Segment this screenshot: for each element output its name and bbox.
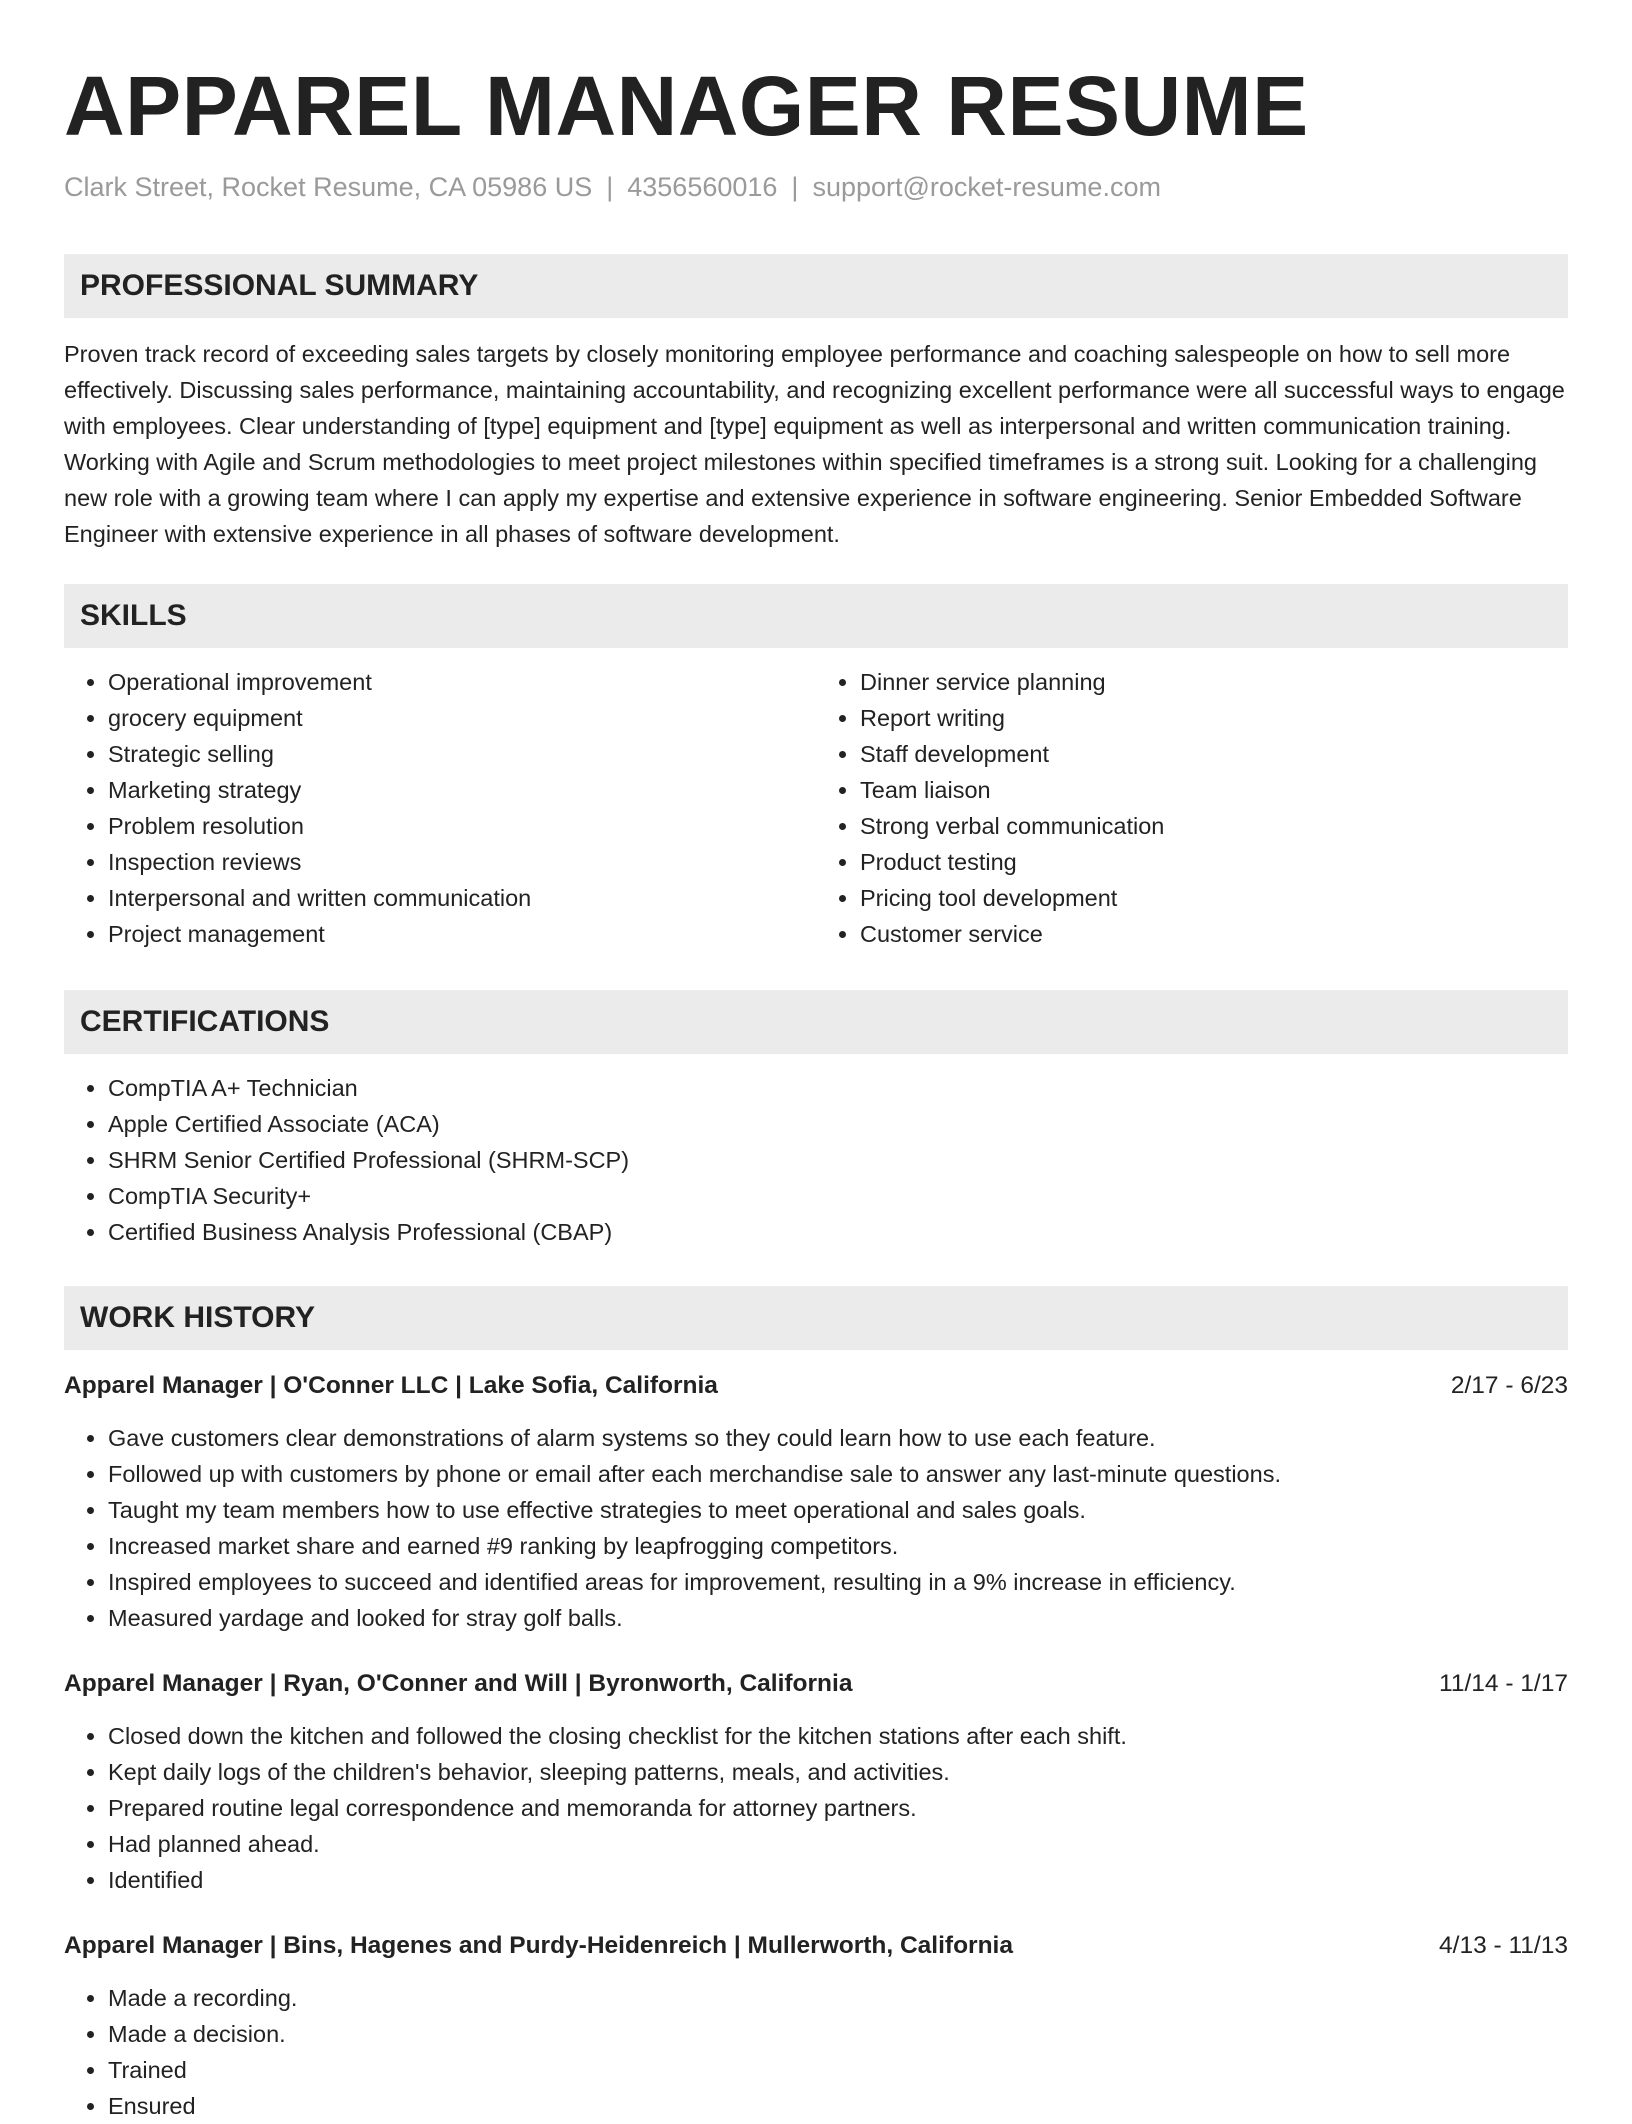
- skills-list-right: [816, 664, 1568, 952]
- job-entry: [64, 1368, 1568, 1636]
- skill-item: • Marketing strategy: [108, 772, 816, 808]
- job-bullets: [64, 1718, 1568, 1898]
- work-history-heading: WORK HISTORY: [64, 1286, 1568, 1350]
- skills-heading: SKILLS: [64, 584, 1568, 648]
- certification-item: • Certified Business Analysis Professional (CBAP): [108, 1214, 1568, 1250]
- job-bullet: • Identified: [108, 1862, 1568, 1898]
- skill-item: • Dinner service planning: [860, 664, 1568, 700]
- job-entry: [64, 1666, 1568, 1898]
- contact-phone: 4356560016: [627, 172, 778, 202]
- job-bullet: • Trained: [108, 2052, 1568, 2088]
- job-bullet: • Gave customers clear demonstrations of alarm systems so they could learn how to use each feature.: [108, 1420, 1568, 1456]
- skill-item: • Report writing: [860, 700, 1568, 736]
- job-title: Apparel Manager | Bins, Hagenes and Purdy-Heidenreich | Mullerworth, California: [64, 1932, 1013, 1959]
- skill-item: • Strategic selling: [108, 736, 816, 772]
- certifications-heading: CERTIFICATIONS: [64, 990, 1568, 1054]
- skill-item: • Strong verbal communication: [860, 808, 1568, 844]
- skill-item: • grocery equipment: [108, 700, 816, 736]
- certifications-list: [64, 1070, 1568, 1250]
- job-bullet: • Taught my team members how to use effective strategies to meet operational and sales goals.: [108, 1492, 1568, 1528]
- certification-item: • CompTIA A+ Technician: [108, 1070, 1568, 1106]
- job-dates: 2/17 - 6/23: [1450, 1372, 1568, 1399]
- certification-item: • CompTIA Security+: [108, 1178, 1568, 1214]
- job-bullets: [64, 1980, 1568, 2124]
- skill-item: • Project management: [108, 916, 816, 952]
- job-bullet: • Ensured: [108, 2088, 1568, 2124]
- skill-item: • Operational improvement: [108, 664, 816, 700]
- job-bullet: • Kept daily logs of the children's behavior, sleeping patterns, meals, and activities.: [108, 1754, 1568, 1790]
- job-bullet: • Had planned ahead.: [108, 1826, 1568, 1862]
- job-bullet: • Closed down the kitchen and followed the closing checklist for the kitchen stations after each shift.: [108, 1718, 1568, 1754]
- job-dates: 11/14 - 1/17: [1439, 1670, 1568, 1697]
- summary-text: Proven track record of exceeding sales targets by closely monitoring employee performance and coaching salespeople on how to sell more effectively. Discussing sales performance, maintaining accountability, and recognizing excellent performance were all successful ways to engage with employees. Clear understanding of [type] equipment and [type] equipment as well as interpersonal and written communication training. Working with Agile and Scrum methodologies to meet project milestones within specified timeframes is a strong suit. Looking for a challenging new role with a growing team where I can apply my expertise and extensive experience in software engineering. Senior Embedded Software Engineer with extensive experience in all phases of software development.: [64, 341, 1565, 547]
- job-bullet: • Made a recording.: [108, 1980, 1568, 2016]
- contact-email: support@rocket-resume.com: [812, 172, 1161, 202]
- job-bullet: • Made a decision.: [108, 2016, 1568, 2052]
- job-bullets: [64, 1420, 1568, 1636]
- skills-grid: [64, 648, 1568, 952]
- job-bullet: • Inspired employees to succeed and identified areas for improvement, resulting in a 9% increase in efficiency.: [108, 1564, 1568, 1600]
- summary-heading: PROFESSIONAL SUMMARY: [64, 254, 1568, 318]
- skill-item: • Inspection reviews: [108, 844, 816, 880]
- job-header: [64, 1666, 1568, 1702]
- job-bullet: • Followed up with customers by phone or email after each merchandise sale to answer any last-minute questions.: [108, 1456, 1568, 1492]
- skill-item: • Staff development: [860, 736, 1568, 772]
- job-entry: [64, 1928, 1568, 2124]
- skill-item: • Team liaison: [860, 772, 1568, 808]
- skill-item: • Pricing tool development: [860, 880, 1568, 916]
- resume-title: APPAREL MANAGER RESUME: [64, 59, 1309, 153]
- skill-item: • Problem resolution: [108, 808, 816, 844]
- job-title: Apparel Manager | Ryan, O'Conner and Will | Byronworth, California: [64, 1670, 853, 1697]
- job-bullet: • Prepared routine legal correspondence and memoranda for attorney partners.: [108, 1790, 1568, 1826]
- skills-list-left: [64, 664, 816, 952]
- job-bullet: • Measured yardage and looked for stray golf balls.: [108, 1600, 1568, 1636]
- certification-item: • SHRM Senior Certified Professional (SHRM-SCP): [108, 1142, 1568, 1178]
- certification-item: • Apple Certified Associate (ACA): [108, 1106, 1568, 1142]
- contact-address: Clark Street, Rocket Resume, CA 05986 US: [64, 172, 593, 202]
- job-header: [64, 1928, 1568, 1964]
- skill-item: • Customer service: [860, 916, 1568, 952]
- job-header: [64, 1368, 1568, 1404]
- job-bullet: • Increased market share and earned #9 ranking by leapfrogging competitors.: [108, 1528, 1568, 1564]
- contact-line: [64, 170, 1568, 204]
- skill-item: • Product testing: [860, 844, 1568, 880]
- contact-separator: |: [606, 172, 614, 202]
- contact-separator: |: [791, 172, 799, 202]
- skill-item: • Interpersonal and written communication: [108, 880, 816, 916]
- job-dates: 4/13 - 11/13: [1439, 1932, 1568, 1959]
- job-title: Apparel Manager | O'Conner LLC | Lake Sofia, California: [64, 1372, 718, 1399]
